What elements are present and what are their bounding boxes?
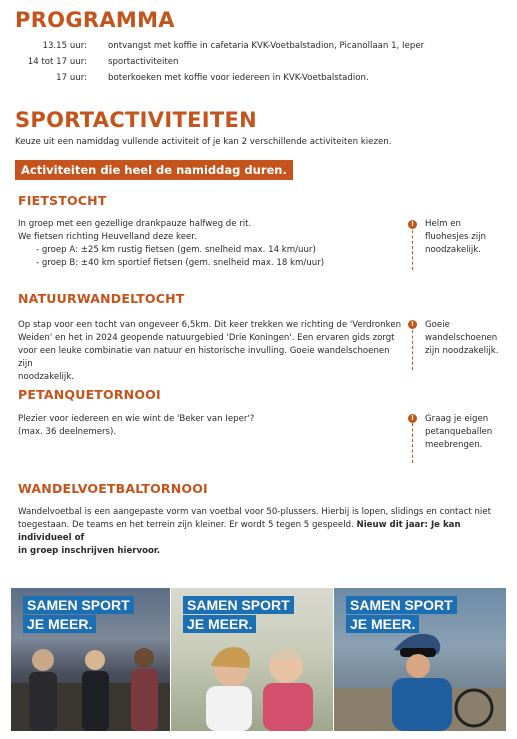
photo-women [171, 588, 333, 731]
programma-time: 13.15 uur: [42, 41, 87, 51]
warning-icon: ! [408, 220, 417, 229]
programma-time: 14 tot 17 uur: [27, 57, 87, 67]
warning-icon: ! [408, 414, 417, 423]
programma-text: boterkoeken met koffie voor iedereen in KVK-Voetbalstadion. [108, 73, 369, 83]
wandeltocht-note: Goeie wandelschoenen zijn noodzakelijk. [425, 320, 499, 356]
activities-banner: Activiteiten die heel de namiddag duren. [15, 160, 293, 180]
photo-badge: SAMEN SPORT JE MEER. [346, 596, 457, 633]
fietstocht-title: FIETSTOCHT [18, 193, 107, 208]
wandeltocht-divider [412, 325, 413, 370]
photo-badge: SAMEN SPORT JE MEER. [183, 596, 294, 633]
programma-title: PROGRAMMA [15, 8, 175, 32]
petanque-title: PETANQUETORNOOI [18, 387, 161, 402]
fietstocht-line: - groep A: ±25 km rustig fietsen (gem. snelheid max. 14 km/uur) [36, 245, 316, 255]
fietstocht-line: In groep met een gezellige drankpauze halfweg de rit. [18, 219, 252, 229]
warning-icon: ! [408, 320, 417, 329]
programma-text: ontvangst met koffie in cafetaria KVK-Voetbalstadion, Picanollaan 1, Ieper [108, 41, 425, 51]
programma-text: sportactiviteiten [108, 57, 179, 67]
programma-list [0, 40, 517, 90]
petanque-divider [412, 418, 413, 463]
wandeltocht-title: NATUURWANDELTOCHT [18, 291, 185, 306]
photo-cyclist [334, 588, 506, 731]
sport-intro: Keuze uit een namiddag vullende activiteit of je kan 2 verschillende activiteiten kiezen. [15, 137, 392, 147]
wandelvoetbal-text: Wandelvoetbal is een aangepaste vorm van voetbal voor 50-plussers. Hierbij is lopen, slidings en contact niet toegestaan. De teams en het terrein zijn kleiner. Er wordt 5 tegen 5 gespeeld. Nieuw dit jaar: Je kan individueel of in groep inschrijven hiervoor. [18, 507, 491, 556]
wandeltocht-text: Op stap voor een tocht van ongeveer 6,5km. Dit keer trekken we richting de 'Verdronken Weiden' en het in 2024 geopende natuurgebied 'Drie Koningen'. Een ervaren gids zorgt voor een leuke combinatie van natuur en historische invulling. Goeie wandelschoenen zijn noodzakelijk. [18, 320, 402, 382]
fietstocht-note: Helm en fluohesjes zijn noodzakelijk. [425, 219, 486, 255]
fietstocht-line: We fietsen richting Heuvelland deze keer. [18, 232, 197, 242]
sport-title: SPORTACTIVITEITEN [15, 108, 257, 132]
photo-runners [11, 588, 170, 731]
fietstocht-line: - groep B: ±40 km sportief fietsen (gem. snelheid max. 18 km/uur) [36, 258, 325, 268]
wandelvoetbal-title: WANDELVOETBALTORNOOI [18, 481, 208, 496]
fietstocht-text [18, 218, 388, 270]
programma-time: 17 uur: [56, 73, 87, 83]
petanque-text: Plezier voor iedereen en wie wint de 'Beker van Ieper'? (max. 36 deelnemers). [18, 414, 255, 437]
petanque-note: Graag je eigen petanqueballen meebrengen. [425, 414, 493, 450]
photo-badge: SAMEN SPORT JE MEER. [23, 596, 134, 633]
fietstocht-divider [412, 225, 413, 270]
